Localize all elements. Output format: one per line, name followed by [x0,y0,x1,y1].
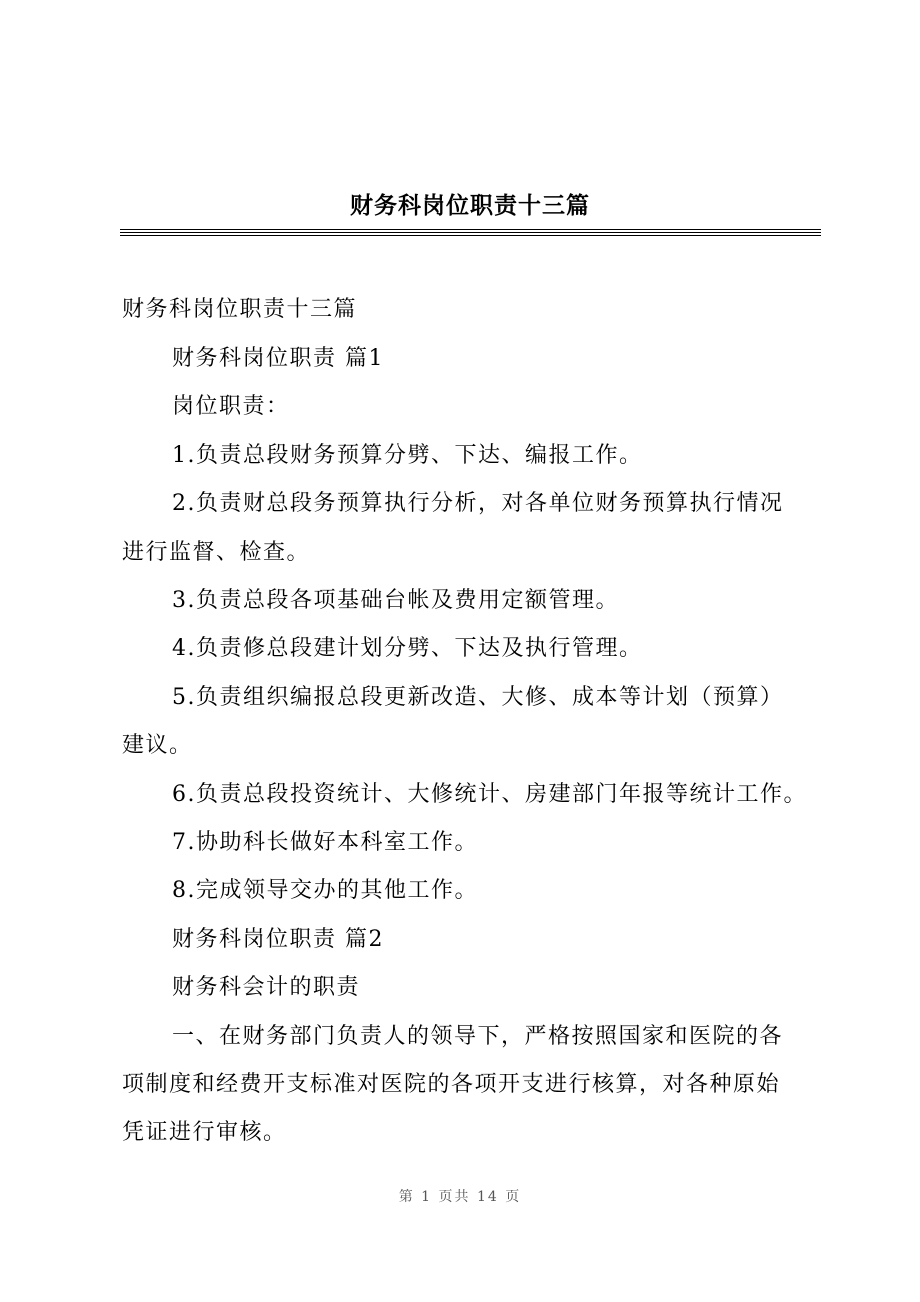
paragraph-line: 1.负责总段财务预算分劈、下达、编报工作。 [172,443,643,468]
paragraph-line: 7.协助科长做好本科室工作。 [172,830,478,855]
section-heading: 财务科岗位职责 篇1 [172,346,384,371]
paragraph-line: 6.负责总段投资统计、大修统计、房建部门年报等统计工作。 [172,782,807,807]
paragraph-line: 建议。 [122,733,193,758]
paragraph-line: 4.负责修总段建计划分劈、下达及执行管理。 [172,636,643,661]
document-title: 财务科岗位职责十三篇 [350,192,590,219]
title-divider [120,229,821,230]
title-divider [120,235,821,236]
paragraph-line: 岗位职责： [172,394,290,419]
paragraph-line: 2.负责财总段务预算执行分析，对各单位财务预算执行情况 [172,491,784,516]
paragraph-line: 一、在财务部门负责人的领导下，严格按照国家和医院的各 [172,1024,784,1049]
title-divider [120,232,821,233]
paragraph-line: 项制度和经费开支标准对医院的各项开支进行核算，对各种原始 [122,1072,781,1097]
paragraph-line: 进行监督、检查。 [122,540,311,565]
paragraph-line: 3.负责总段各项基础台帐及费用定额管理。 [172,588,619,613]
paragraph-line: 凭证进行审核。 [122,1120,287,1145]
paragraph-line: 财务科会计的职责 [172,975,361,1000]
page-number-footer: 第 1 页共 14 页 [398,1189,522,1205]
body-heading: 财务科岗位职责十三篇 [122,297,358,322]
paragraph-line: 8.完成领导交办的其他工作。 [172,878,478,903]
paragraph-line: 5.负责组织编报总段更新改造、大修、成本等计划（预算） [172,685,784,710]
section-heading: 财务科岗位职责 篇2 [172,927,384,952]
